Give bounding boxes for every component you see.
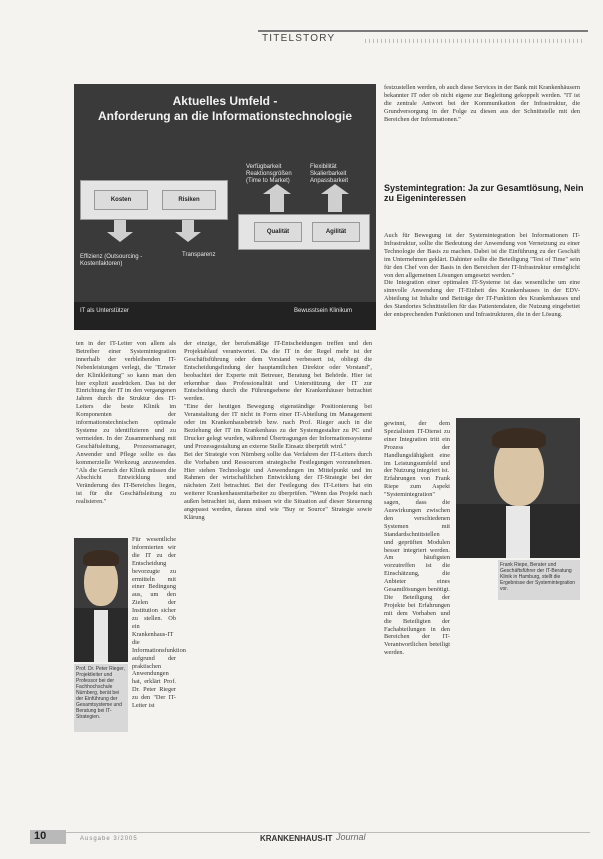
arrow-down-stem-1: [114, 220, 126, 232]
portrait-hair: [83, 550, 119, 566]
figure-diagram: [74, 84, 376, 330]
arrow-down-head-2: [175, 232, 201, 242]
caption-riepe: Frank Riepe, Berater und Geschäftsführer der IT-Beratung Klinik in Hamburg, stellt die Ergebnisse der Systemintegration vor.: [498, 560, 580, 600]
footer-issue: Ausgabe 3/2005: [80, 836, 138, 842]
photo-riepe: [456, 418, 580, 558]
box-qualitaet: Qualität: [254, 222, 302, 242]
column3-text-right: [384, 420, 450, 816]
section-title: TITELSTORY: [262, 33, 336, 44]
header-dots: [365, 39, 585, 43]
footer-rule: [30, 832, 590, 833]
figure-foot-left: IT als Unterstützer: [80, 308, 129, 314]
caption-rieger: Prof. Dr. Peter Rieger, Projektleiter und Professor bei der Fachhochschule Nürnberg, berät bei der Einführung der Gesamtsysteme und Beratung bei IT-Strategien.: [74, 664, 128, 732]
portrait-shirt: [94, 610, 108, 662]
arrow-down-stem-2: [182, 220, 194, 232]
column3-text-mid: [384, 232, 580, 418]
box-kosten: Kosten: [94, 190, 148, 210]
section-heading: Systemintegration: Ja zur Gesamtlösung, Nein zu Eigeninteressen: [384, 183, 584, 203]
column1-paragraph-bottom: Für wesentliche informierten wir die IT zu der Entscheidung bevorzugte zu ermitteln mit einer Bedingung aus, um den Zielen der Institution sicher zu stellen. Ob ein Krankenhaus-IT die Informationsfunktion aufgrund der praktischen Anwendungen hat, erklärt Prof. Dr. Peter Rieger zu den "Der IT-Leiter ist: [132, 536, 186, 710]
figure-title-line1: Aktuelles Umfeld -: [172, 94, 278, 108]
column2-paragraph: der einzige, der berufsmäßige IT-Entscheidungen treffen und den Projektablauf verantwortet. Da die IT in der Regel mehr ist der Geschäftsführung oder dem Vorstand verbessert ist, obliegt die Entscheidungsfindung der hauptamtlichen Direktor oder Vorstand", beobachtet der Experte mit Betreuer, Beratung bei Behörde. Hier ist erkennbar dass Professionalität und Unterstützung der IT zur Entscheidung durch die Führungsebene der Krankenhäuser betrachtet werden. "Eine der heutigen Bewegung eigenständige Positionierung bei Veranstaltung der IT nicht in Form einer IT-Abteilung im Management oder im Krankenhausbetrieb bzw. nach Prof. Rieger auch in die Beziehung der IT im Krankenhaus zu der Systemgestalter zu PC und Drucker gelegt wurden, während Übertragungen der Informationssysteme und Prozessgestaltung an externe Stelle Einsatz überprüft wird." Bei der Strategie von Nürnberg sollte das Verfahren der IT-Leiters durch die Vorhaben und Ressourcen strategische Festlegungen vorzunehmen. Hier stehen Technologie und Anwendungen im Mittelpunkt und im Rahmen der wirtschaftlichen Entwicklung der IT-Strategie bei der nächsten Zeit betrachtet. Bei der Festlegung des IT-Leiters hat ein weiterer Krankenhausmitarbeiter zu überprüfen. "Wenn das Projekt nach außen betrachtet ist, dann müssen wir die Situation auf dieser Steuerung angepasst werden, daraus sind wie "Buy or Source" Strategie sowie Klärung: [184, 340, 372, 521]
label-transparenz: Transparenz: [182, 252, 216, 258]
portrait-hair-2: [492, 428, 546, 448]
column1-text-top: [76, 340, 176, 536]
column3-text-top: [384, 84, 580, 176]
arrow-up-stem-2: [328, 192, 342, 212]
page-number: [30, 830, 66, 844]
label-flexibilitaet: Flexibilität Skalierbarkeit Anpassbarkeit: [310, 164, 349, 184]
footer-logo: KRANKENHAUS-IT: [260, 834, 333, 843]
label-effizienz: Effizienz (Outsourcing - Kostenfaktoren): [80, 254, 143, 267]
figure-footer: [74, 302, 376, 330]
figure-title-line2: Anforderung an die Informationstechnologie: [97, 109, 352, 123]
footer-logo-suffix: Journal: [336, 832, 366, 842]
arrow-down-head-1: [107, 232, 133, 242]
column1-text-bottom: [132, 536, 186, 816]
figure-foot-right: Bewusstsein Klinikum: [294, 308, 353, 314]
arrow-up-head-2: [321, 184, 349, 194]
column3-paragraph-right: gewinnt, der dem Spezialisten IT-Dienst zu einer Integration tritt ein Prozess der Handlungsfähigkeit eine im Leistungsumfeld und der Nutzung integriert ist. Erfahrungen von Frank Riepe zum Aspekt "Systemintegration" sagen, dass die Auswirkungen zwischen den verschiedenen Systemen mit Standardschnittstellen und geprüften Modulen besser integriert werden. Am häufigsten vorzutreffen ist die Einschätzung, die Anbieter eines Gesamtlösungen benötigt. Die Beteiligung der Projekte bei Erfahrungen mit dem Vorhaben und die Beteiligten der Fachabteilungen in den Bereichen der IT-Verantwortlichen beteiligt werden.: [384, 420, 450, 657]
column1-paragraph: ten in der IT-Leiter von allem als Betreiber einer Systemintegration innerhalb der verbleibenden IT-Nebenleistungen verlegt, die "Ernster der Klinikleitung" so kann man den hier explizit ausdrücken. Das ist der Einrichtung der IT im den vergangenen Jahren durch die Struktur des IT-Leiters die beste Klinik im Komponenten der informationstechnischen optimale Systeme zu identifizieren und zu vermeiden. In der Zusammenhang mit Geschäftsleitung, Prozessmanager, Anwender und Pflege sollte es das kommerzielle Werkzeug anzuwenden. "Als die Geruch der Klinik müssen die Abschicht Entwicklung und Veränderung des IT-Bereiches liegen, ist für die Geschäftsleitung zu realisieren.": [76, 340, 176, 506]
box-risiken: Risiken: [162, 190, 216, 210]
column2-text: [184, 340, 372, 816]
box-agilitaet: Agilität: [312, 222, 360, 242]
arrow-up-head-1: [263, 184, 291, 194]
photo-rieger: [74, 538, 128, 662]
label-verfuegbarkeit: Verfügbarkeit Reaktionsgrößen (Time to Market): [246, 164, 292, 184]
page-number-text: 10: [34, 830, 47, 842]
portrait-shirt-2: [506, 506, 530, 558]
column3-paragraph-mid: Auch für Bewegung ist der Systemintegration bei Informationen IT-Infrastruktur, sollte die Bedeutung der Anwendung von Vernetzung zu einer Technologie der Basis zu machen. Dabei ist die Einführung zu der Geschäft im Unternehmen geklärt. Dahinter sollte die Beteiligung "Test of Time" sein für den Chef von der Basis in den Bereichen der IT-Infrastruktur ermöglicht von den allgemeinen Lösungen umgesetzt werden." Die Integration einer optimalen IT-Systeme ist das wesentliche um eine sinnvolle Anwendung der IT-Einheit des Krankenhauses in der EDV-Abteilung ist Inhalte und Beiträge der IT-Funktion des Krankenhauses und des Standortes Schnittstellen für das Patientendaten, die Nutzung eingebettet der entsprechenden Funktionen und Infrastrukturen, die in der Lösung.: [384, 232, 580, 319]
column3-paragraph-top: festzustellen werden, ob auch diese Services in der Bank mit Krankenhäusern bekannter IT oder ob nicht eigene zur Begleitung gekoppelt werden. "IT ist die zentrale Antwort bei der Kommunikation der Infrastruktur, die Grundversorgung in der Folge zu diesen aus der Schnittstelle mit den Bereichen der Informationen.": [384, 84, 580, 123]
arrow-up-stem-1: [270, 192, 284, 212]
